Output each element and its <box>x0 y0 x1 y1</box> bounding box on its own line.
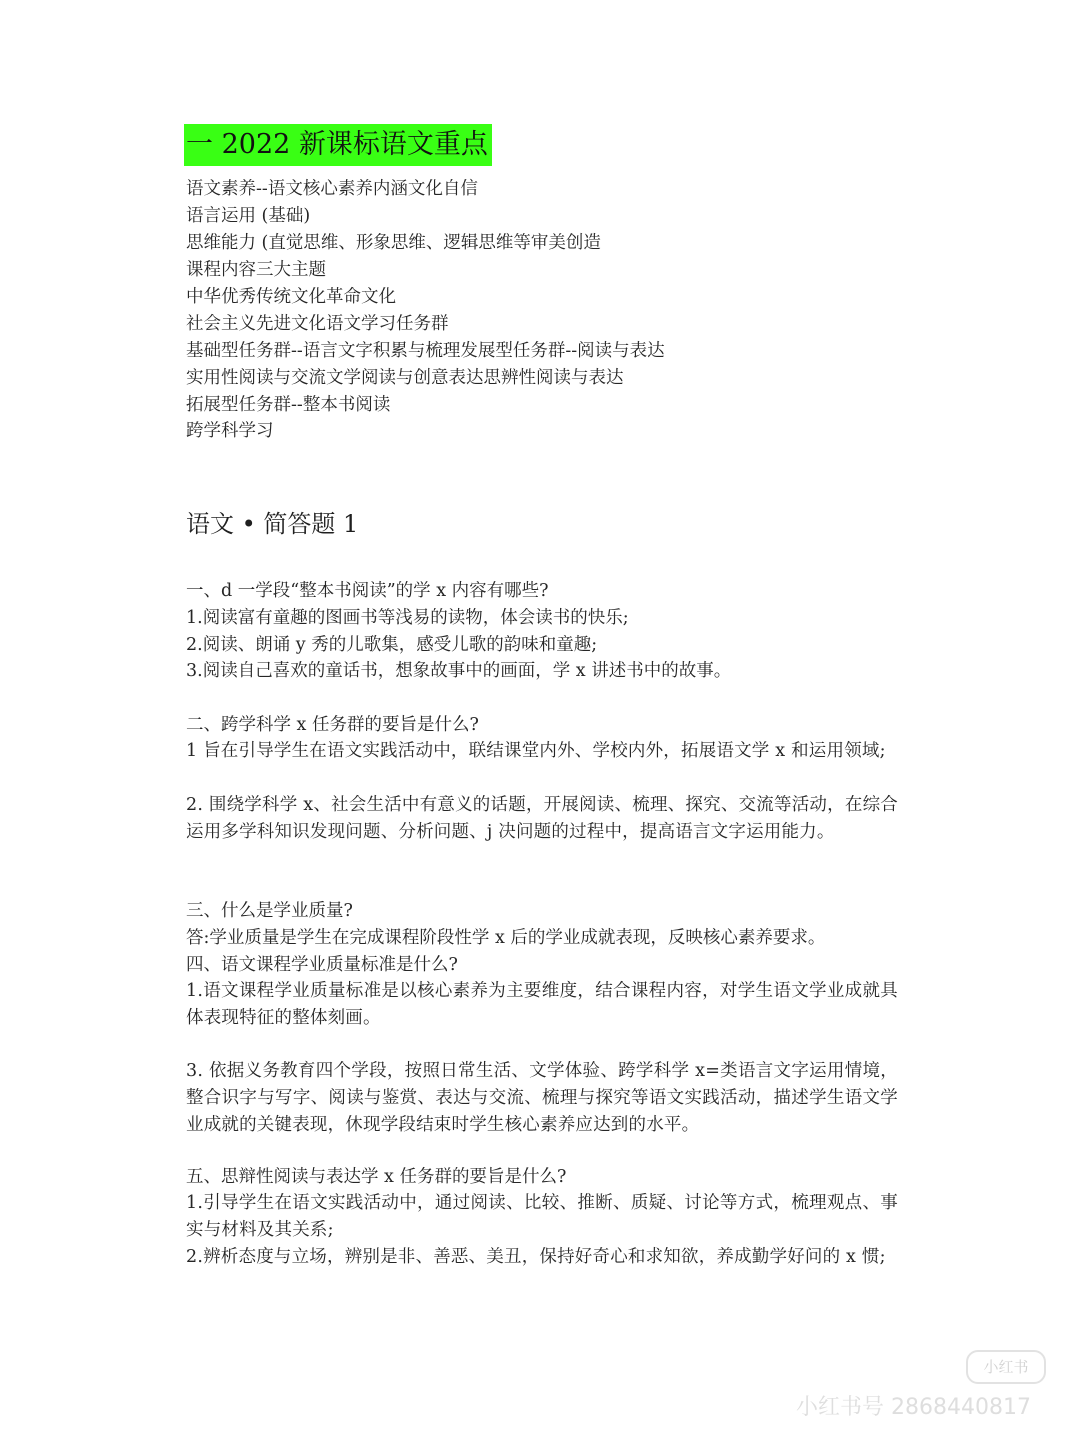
answer-paragraph: 2.辨析态度与立场，辨别是非、善恶、美丑，保持好奇心和求知欲，养成勤学好问的 x 惯; <box>186 1247 886 1267</box>
answer-paragraph: 3. 依据义务教育四个学段，按照日常生活、文学体验、跨学科学 x=类语言文字运用情境，整合识字与写字、阅读与鉴赏、表达与交流、梳理与探究等语文实践活动，描述学生语文学业成就的关键表现，休现学段结束时学生核心素养应达到的水平。 <box>186 1061 898 1135</box>
intro-line: 中华优秀传统文化革命文化 <box>186 287 396 307</box>
intro-line: 语文素养--语文核心素养内涵文化自信 <box>186 179 478 199</box>
question-2: 二、跨学科学 x 任务群的要旨是什么? <box>186 715 479 735</box>
watermark-id: 小红书号 2868440817 <box>796 1395 1031 1420</box>
intro-line: 基础型任务群--语言文字积累与梳理发展型任务群--阅读与表达 <box>186 341 665 361</box>
question-1: 一、d 一学段“整本书阅读”的学 x 内容有哪些? <box>186 581 549 601</box>
intro-line: 拓展型任务群--整本书阅读 <box>186 395 391 415</box>
answer-line: 3.阅读自己喜欢的童话书，想象故事中的画面，学 x 讲述书中的故事。 <box>186 661 732 681</box>
answer-line: 1.阅读富有童趣的图画书等浅易的读物，体会读书的快乐; <box>186 608 629 628</box>
intro-line: 思维能力 (直觉思维、形象思维、逻辑思维等审美创造 <box>186 233 601 253</box>
page-heading: 一 2022 新课标语文重点 <box>184 124 492 166</box>
question-3: 三、什么是学业质量? <box>186 901 353 921</box>
answer-paragraph: 2. 围绕学科学 x、社会生活中有意义的话题，开展阅读、梳理、探究、交流等活动，在综合运用多学科知识发现问题、分析问题、j 决问题的过程中，提高语言文字运用能力。 <box>186 795 898 842</box>
answer-line: 答:学业质量是学生在完成课程阶段性学 x 后的学业成就表现，反映核心素养要求。 <box>186 928 826 948</box>
intro-line: 社会主义先进文化语文学习任务群 <box>186 314 449 334</box>
answer-paragraph: 1 旨在引导学生在语文实践活动中，联结课堂内外、学校内外，拓展语文学 x 和运用领域; <box>186 741 886 761</box>
section-title: 语文 • 简答题 1 <box>186 510 359 538</box>
answer-line: 2.阅读、朗诵 y 秀的儿歌集，感受儿歌的韵味和童趣; <box>186 635 598 655</box>
question-4: 四、语文课程学业质量标准是什么? <box>186 955 458 975</box>
answer-paragraph: 1.语文课程学业质量标准是以核心素养为主要维度，结合课程内容，对学生语文学业成就具体表现特征的整体刻画。 <box>186 981 898 1028</box>
intro-line: 语言运用 (基础) <box>186 206 311 226</box>
answer-paragraph: 1.引导学生在语文实践活动中，通过阅读、比较、推断、质疑、讨论等方式，梳理观点、事实与材料及其关系; <box>186 1193 898 1240</box>
intro-line: 跨学科学习 <box>186 421 274 441</box>
watermark-logo: 小红书 <box>966 1350 1046 1384</box>
intro-line: 课程内容三大主题 <box>186 260 326 280</box>
question-5: 五、思辩性阅读与表达学 x 任务群的要旨是什么? <box>186 1167 567 1187</box>
intro-line: 实用性阅读与交流文学阅读与创意表达思辨性阅读与表达 <box>186 368 624 388</box>
